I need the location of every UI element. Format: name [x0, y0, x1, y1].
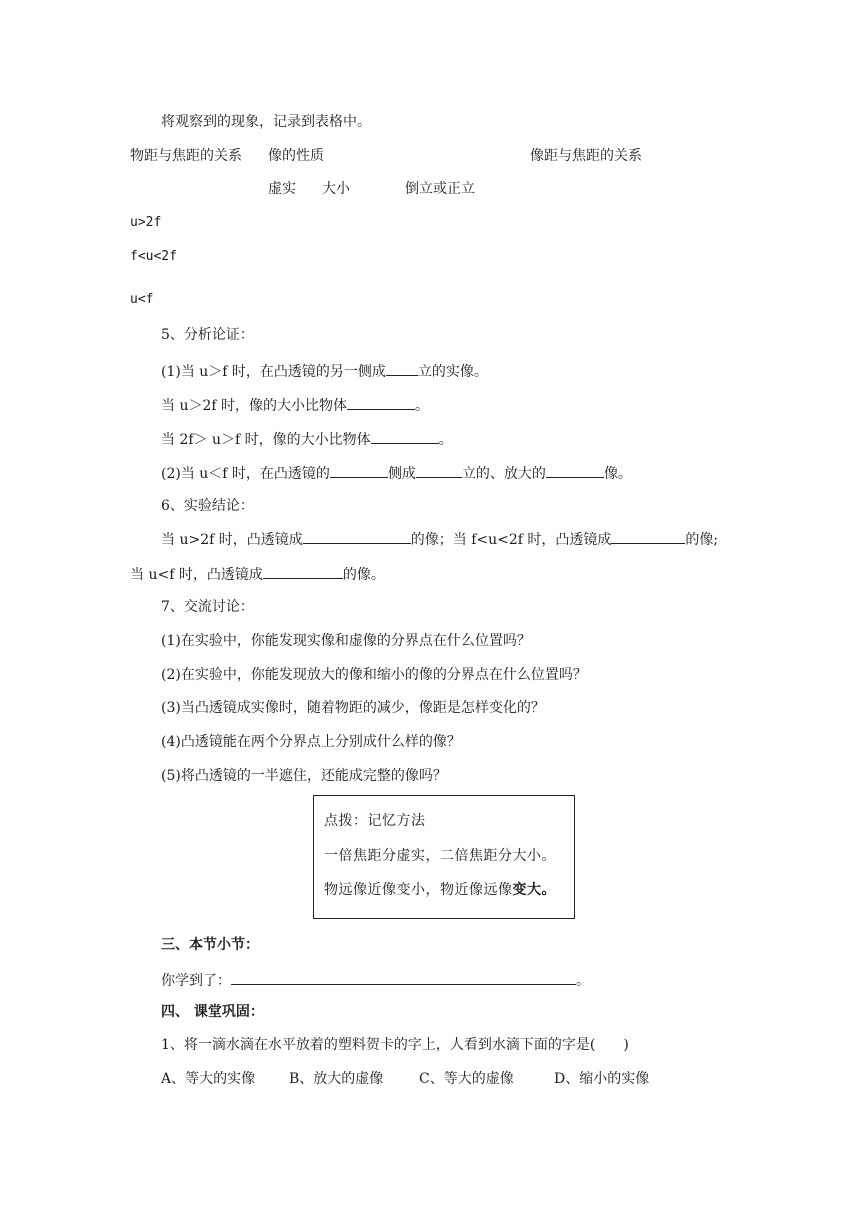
s5-line-3-text-b: 。 — [438, 432, 453, 448]
s7-question-1: (1)在实验中，你能发现实像和虚像的分界点在什么位置吗？ — [161, 633, 531, 649]
s7-question-2: (2)在实验中，你能发现放大的像和缩小的像的分界点在什么位置吗？ — [161, 667, 587, 683]
s5-line-4-text-b: 侧成 — [387, 466, 416, 482]
blank-field[interactable] — [546, 463, 604, 478]
tip-line-1: 一倍焦距分虚实，二倍焦距分大小。 — [324, 848, 556, 864]
blank-field[interactable] — [416, 463, 462, 478]
tip-line-2-text-b: 变大。 — [512, 882, 556, 898]
tip-line-2-text-a: 物远像近像变小，物近像远像 — [324, 882, 513, 898]
blank-field[interactable] — [611, 529, 685, 544]
blank-field[interactable] — [303, 529, 411, 544]
s5-line-2-text-b: 。 — [415, 398, 430, 414]
blank-field[interactable] — [386, 361, 418, 376]
s5-line-4-text-c: 立的、放大的 — [461, 466, 546, 482]
table-header-image-nature: 像的性质 — [268, 148, 324, 164]
table-subheader-orientation: 倒立或正立 — [405, 181, 475, 197]
s5-line-2 — [161, 395, 429, 415]
tip-line-2 — [324, 879, 556, 899]
s5-line-4-text-d: 像。 — [603, 466, 632, 482]
s6-line-1-text-a: 当 u>2f 时，凸透镜成 — [161, 532, 303, 548]
table-header-object-distance: 物距与焦距的关系 — [130, 148, 242, 164]
s4-option-b: B、放大的虚像 — [289, 1071, 384, 1087]
table-row-u-lt-f: u<f — [130, 292, 154, 307]
s3-end: 。 — [576, 973, 590, 989]
s4-question-1: 1、将一滴水滴在水平放着的塑料贺卡的字上，人看到水滴下面的字是( ) — [161, 1037, 629, 1053]
s4-option-c: C、等大的虚像 — [419, 1071, 514, 1087]
section-7-heading: 7、交流讨论： — [161, 599, 254, 615]
table-subheader-real-virtual: 虚实 — [268, 181, 296, 197]
tip-box — [313, 795, 575, 919]
intro-text: 将观察到的现象，记录到表格中。 — [161, 114, 371, 130]
section-5-heading: 5、分析论证： — [161, 327, 254, 343]
section-4-heading: 四、 课堂巩固： — [161, 1004, 264, 1020]
s5-line-4 — [161, 463, 632, 483]
s7-question-4: (4)凸透镜能在两个分界点上分别成什么样的像？ — [161, 734, 461, 750]
s5-line-1-text-b: 立的实像。 — [417, 364, 488, 380]
blank-field[interactable] — [263, 564, 343, 579]
s7-question-5: (5)将凸透镜的一半遮住，还能成完整的像吗？ — [161, 768, 447, 784]
s4-option-a: A、等大的实像 — [161, 1071, 256, 1087]
s6-line-2 — [130, 564, 385, 584]
blank-field[interactable] — [231, 970, 576, 985]
s5-line-3-text-a: 当 2f＞ u＞f 时，像的大小比物体 — [161, 432, 371, 448]
s5-line-3 — [161, 429, 453, 449]
section-6-heading: 6、实验结论： — [161, 498, 254, 514]
s5-line-1 — [161, 361, 488, 381]
table-header-image-distance: 像距与焦距的关系 — [530, 148, 642, 164]
blank-field[interactable] — [330, 463, 388, 478]
s5-line-4-text-a: (2)当 u＜f 时，在凸透镜的 — [161, 466, 330, 482]
s6-line-1 — [161, 529, 718, 549]
s6-line-1-text-b: 的像；当 f<u<2f 时，凸透镜成 — [410, 532, 612, 548]
table-row-f-lt-u-lt-2f: f<u<2f — [130, 249, 177, 264]
blank-field[interactable] — [347, 395, 415, 410]
tip-title: 点拨：记忆方法 — [324, 813, 426, 829]
s5-line-1-text-a: (1)当 u＞f 时，在凸透镜的另一侧成 — [161, 364, 386, 380]
s6-line-2-text-a: 当 u<f 时，凸透镜成 — [130, 567, 263, 583]
s7-question-3: (3)当凸透镜成实像时，随着物距的减少，像距是怎样变化的？ — [161, 700, 545, 716]
section-3-heading: 三、本节小节： — [161, 937, 259, 953]
s6-line-2-text-b: 的像。 — [342, 567, 385, 583]
s3-label: 你学到了： — [161, 973, 231, 989]
s5-line-2-text-a: 当 u＞2f 时，像的大小比物体 — [161, 398, 348, 414]
table-subheader-size: 大小 — [322, 181, 350, 197]
table-row-u-gt-2f: u>2f — [130, 215, 162, 230]
s6-line-1-text-c: 的像; — [685, 532, 719, 548]
blank-field[interactable] — [371, 429, 439, 444]
s4-option-d: D、缩小的实像 — [554, 1071, 650, 1087]
s3-line — [161, 970, 590, 990]
